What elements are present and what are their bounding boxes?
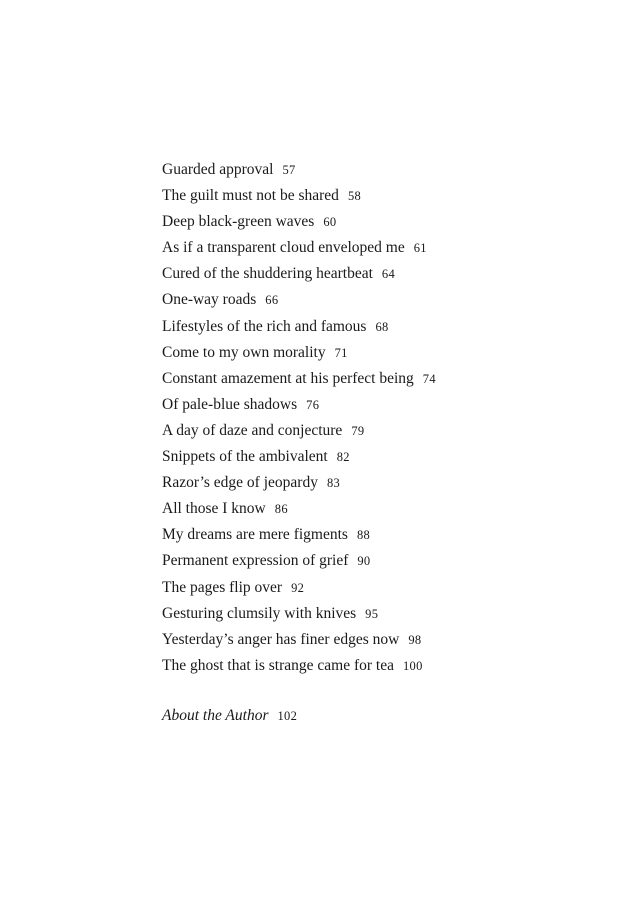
toc-entry-title: As if a transparent cloud enveloped me: [162, 239, 405, 257]
toc-entry: [162, 470, 602, 496]
toc-entry-title: Lifestyles of the rich and famous: [162, 317, 367, 335]
toc-entry-page: 66: [265, 293, 279, 308]
about-the-author-entry: [162, 703, 297, 729]
toc-entry-page: 86: [274, 502, 288, 517]
toc-entry-page: 100: [403, 658, 423, 673]
toc-entry-title: One-way roads: [162, 291, 257, 309]
toc-entry-page: 83: [326, 476, 341, 491]
toc-entry: [162, 209, 602, 235]
toc-entry: [162, 157, 602, 183]
toc-entry: [162, 548, 602, 574]
toc-entry: [162, 522, 602, 548]
toc-entry-page: 68: [375, 319, 389, 334]
toc-entry-page: 61: [413, 241, 427, 256]
toc-entry-page: 92: [291, 580, 305, 595]
toc-entry-page: 90: [357, 554, 371, 569]
toc-entry-title: Permanent expression of grief: [162, 552, 349, 570]
toc-entry-page: 82: [336, 450, 350, 465]
toc-entry-page: 57: [282, 163, 296, 177]
toc-entry-page: 71: [334, 345, 348, 360]
toc-entry-page: 95: [365, 606, 379, 621]
table-of-contents: [162, 157, 602, 679]
toc-entry-title: Gesturing clumsily with knives: [162, 604, 357, 622]
toc-entry-page: 79: [351, 423, 365, 438]
toc-entry: [162, 575, 602, 601]
toc-entry: [162, 627, 602, 653]
toc-entry-title: Constant amazement at his perfect being: [162, 369, 414, 387]
toc-entry: [162, 314, 602, 340]
toc-entry: [162, 261, 602, 287]
toc-entry-title: Yesterday’s anger has finer edges now: [162, 630, 400, 648]
toc-entry-page: 60: [323, 215, 337, 230]
toc-entry: [162, 653, 602, 679]
toc-entry-title: A day of daze and conjecture: [162, 421, 343, 439]
toc-entry-title: Come to my own morality: [162, 343, 326, 361]
toc-entry: [162, 392, 602, 418]
toc-entry: [162, 418, 602, 444]
toc-entry: [162, 366, 602, 392]
toc-entry-page: 88: [356, 528, 371, 543]
toc-entry-page: 98: [408, 632, 422, 647]
toc-entry-title: Of pale-blue shadows: [162, 395, 298, 413]
toc-entry-title: Guarded approval: [162, 161, 274, 178]
toc-entry-page: 74: [422, 371, 436, 386]
toc-entry-title: All those I know: [162, 500, 266, 518]
about-the-author-page: 102: [277, 709, 298, 723]
toc-entry-page: 64: [381, 267, 396, 282]
toc-entry: [162, 235, 602, 261]
toc-entry: [162, 601, 602, 627]
toc-entry: [162, 183, 602, 209]
toc-entry-title: The ghost that is strange came for tea: [162, 656, 394, 674]
toc-entry-page: 76: [306, 397, 320, 412]
toc-entry-title: Razor’s edge of jeopardy: [162, 474, 318, 492]
toc-entry: [162, 340, 602, 366]
toc-entry-title: The pages flip over: [162, 578, 283, 596]
toc-entry-title: Deep black-green waves: [162, 213, 315, 231]
toc-entry: [162, 496, 602, 522]
toc-entry-title: Cured of the shuddering heartbeat: [162, 265, 373, 283]
toc-entry-title: The guilt must not be shared: [162, 187, 339, 205]
toc-entry: [162, 444, 602, 470]
toc-entry-title: My dreams are mere figments: [162, 526, 348, 544]
toc-entry-title: Snippets of the ambivalent: [162, 448, 328, 466]
about-the-author-title: About the Author: [162, 707, 269, 724]
toc-entry: [162, 287, 602, 313]
toc-entry-page: 58: [347, 189, 362, 204]
